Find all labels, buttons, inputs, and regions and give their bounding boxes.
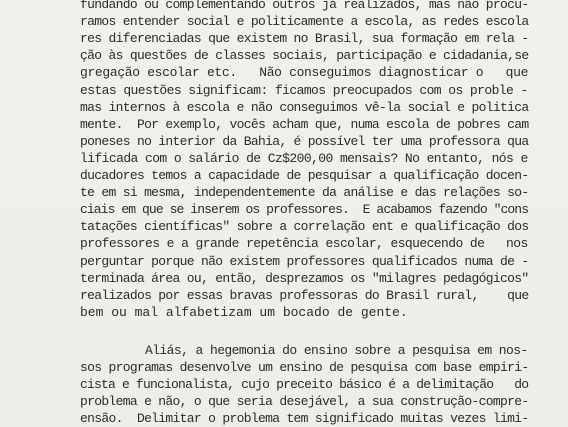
text-line: sos programas desenvolve um ensino de pesquisa com base empiri- xyxy=(80,360,529,376)
text-line: ção às questões de classes sociais, participação e cidadania,se xyxy=(80,48,529,64)
text-line: lificada com o salário de Cz$200,00 mensais? No entanto, nós e xyxy=(80,150,528,166)
text-line: Aliás, a hegemonia do ensino sobre a pesquisa em nos- xyxy=(80,343,528,358)
text-line: bem ou mal alfabetizam um bocado de gente. xyxy=(80,304,408,320)
text-line: realizados por essas bravas professoras do Brasil rural, que xyxy=(80,287,529,303)
text-line: terminada área ou, então, desprezamos os "milagres pedagógicos" xyxy=(80,270,529,286)
text-line: ciais em que se inserem os professores. E acabamos fazendo "cons xyxy=(80,202,529,218)
text-line: problema e não, o que seria desejável, a sua construção-compre- xyxy=(80,394,529,410)
text-line: poneses no interior da Bahia, é possível ter uma professora qua xyxy=(80,133,529,149)
text-line: res diferenciadas que existem no Brasil, sua formação em rela - xyxy=(80,31,529,47)
text-line: ramos entender social e politicamente a escola, as redes escola xyxy=(80,14,529,30)
text-line: tatações científicas" sobre a correlação ent e qualificação dos xyxy=(80,219,529,235)
text-line: te em si mesma, independentemente da análise e das relações so- xyxy=(80,185,529,201)
text-line: professores e a grande repetência escolar, esquecendo de nos xyxy=(80,236,528,252)
text-line: cista e funcionalista, cujo preceito básico é a delimitação do xyxy=(80,377,529,393)
text-line: gregação escolar etc. Não conseguimos diagnosticar o que xyxy=(80,65,529,81)
text-line: ensão. Delimitar o problema tem significado muitas vezes limi- xyxy=(80,411,529,427)
text-line: mas internos à escola e não conseguimos vê-la social e politica xyxy=(80,99,529,115)
text-line: estas questões significam: ficamos preocupados com os proble - xyxy=(80,82,528,98)
text-line: mente. Por exemplo, vocês acham que, numa escola de pobres cam xyxy=(80,116,529,132)
text-line: perguntar porque não existem professores qualificados numa de - xyxy=(80,253,529,269)
text-line: fundando ou complementando outros já realizados, mas não procu- xyxy=(80,0,529,12)
text-line: ducadores temos a capacidade de pesquisar a qualificação docen- xyxy=(80,168,529,183)
